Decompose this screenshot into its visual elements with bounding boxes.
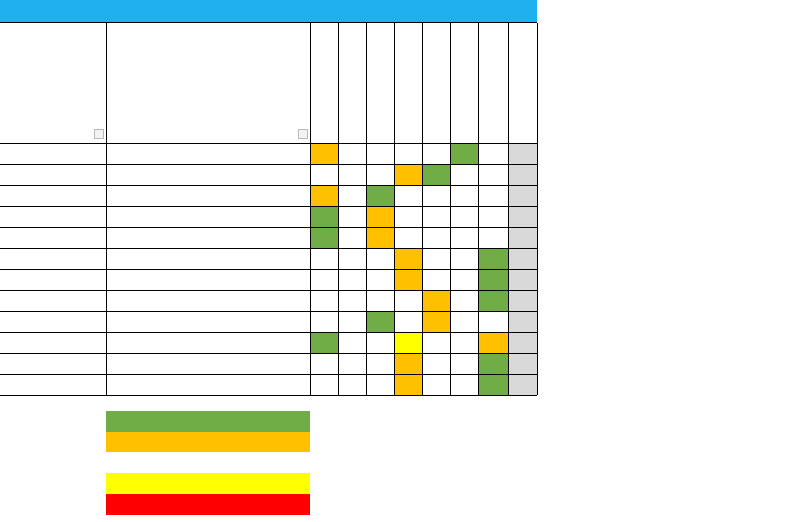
cell-highlight [450,143,478,164]
cell-highlight [478,374,508,395]
cell-highlight [394,353,422,374]
total-cell-bg [508,269,537,290]
grid-hline [0,164,537,165]
total-cell-bg [508,164,537,185]
cell-highlight [478,290,508,311]
sheet-title [0,0,537,23]
total-cell-bg [508,311,537,332]
cell-highlight [394,332,422,353]
legend-joker-swatch [106,411,310,432]
cell-highlight [478,332,508,353]
total-cell-bg [508,206,537,227]
legend-te-laat-swatch [106,473,310,494]
grid-vline [338,23,339,395]
cell-highlight [310,206,338,227]
cell-highlight [422,290,450,311]
grid-hline [0,290,537,291]
filter-dropdown-icon[interactable] [94,129,104,139]
cell-highlight [310,227,338,248]
total-cell-bg [508,248,537,269]
grid-hline [0,374,537,375]
cell-highlight [422,164,450,185]
total-cell-bg [508,374,537,395]
grid-hline [0,395,537,396]
cell-highlight [310,143,338,164]
cell-highlight [394,374,422,395]
grid-hline [0,227,537,228]
filter-dropdown-icon[interactable] [298,129,308,139]
cell-highlight [478,353,508,374]
total-cell-bg [508,143,537,164]
total-cell-bg [508,332,537,353]
cell-highlight [366,311,394,332]
legend-reserve-joker-swatch [106,432,310,452]
grid-hline [0,206,537,207]
cell-highlight [366,206,394,227]
cell-highlight [366,185,394,206]
cell-highlight [394,164,422,185]
grid-vline [366,23,367,395]
cell-highlight [478,269,508,290]
grid-hline [0,248,537,249]
total-cell-bg [508,353,537,374]
grid-hline [0,311,537,312]
grid-vline [508,23,509,395]
grid-hline [0,143,537,144]
grid-vline [310,23,311,395]
grid-vline [478,23,479,395]
grid-vline [394,23,395,395]
cell-highlight [478,248,508,269]
total-cell-bg [508,227,537,248]
grid-hline [0,332,537,333]
total-cell-bg [508,290,537,311]
grid-vline [537,23,538,395]
grid-vline [422,23,423,395]
legend-niet-inleveren-swatch [106,494,310,515]
cell-highlight [366,227,394,248]
grid-vline [450,23,451,395]
total-cell-bg [508,185,537,206]
cell-highlight [310,185,338,206]
cell-highlight [310,332,338,353]
cell-highlight [422,311,450,332]
grid-hline [0,269,537,270]
cell-highlight [394,248,422,269]
total-header-bg [508,23,537,143]
cell-highlight [394,269,422,290]
grid-hline [0,185,537,186]
grid-hline [0,353,537,354]
grid-vline [106,23,107,395]
